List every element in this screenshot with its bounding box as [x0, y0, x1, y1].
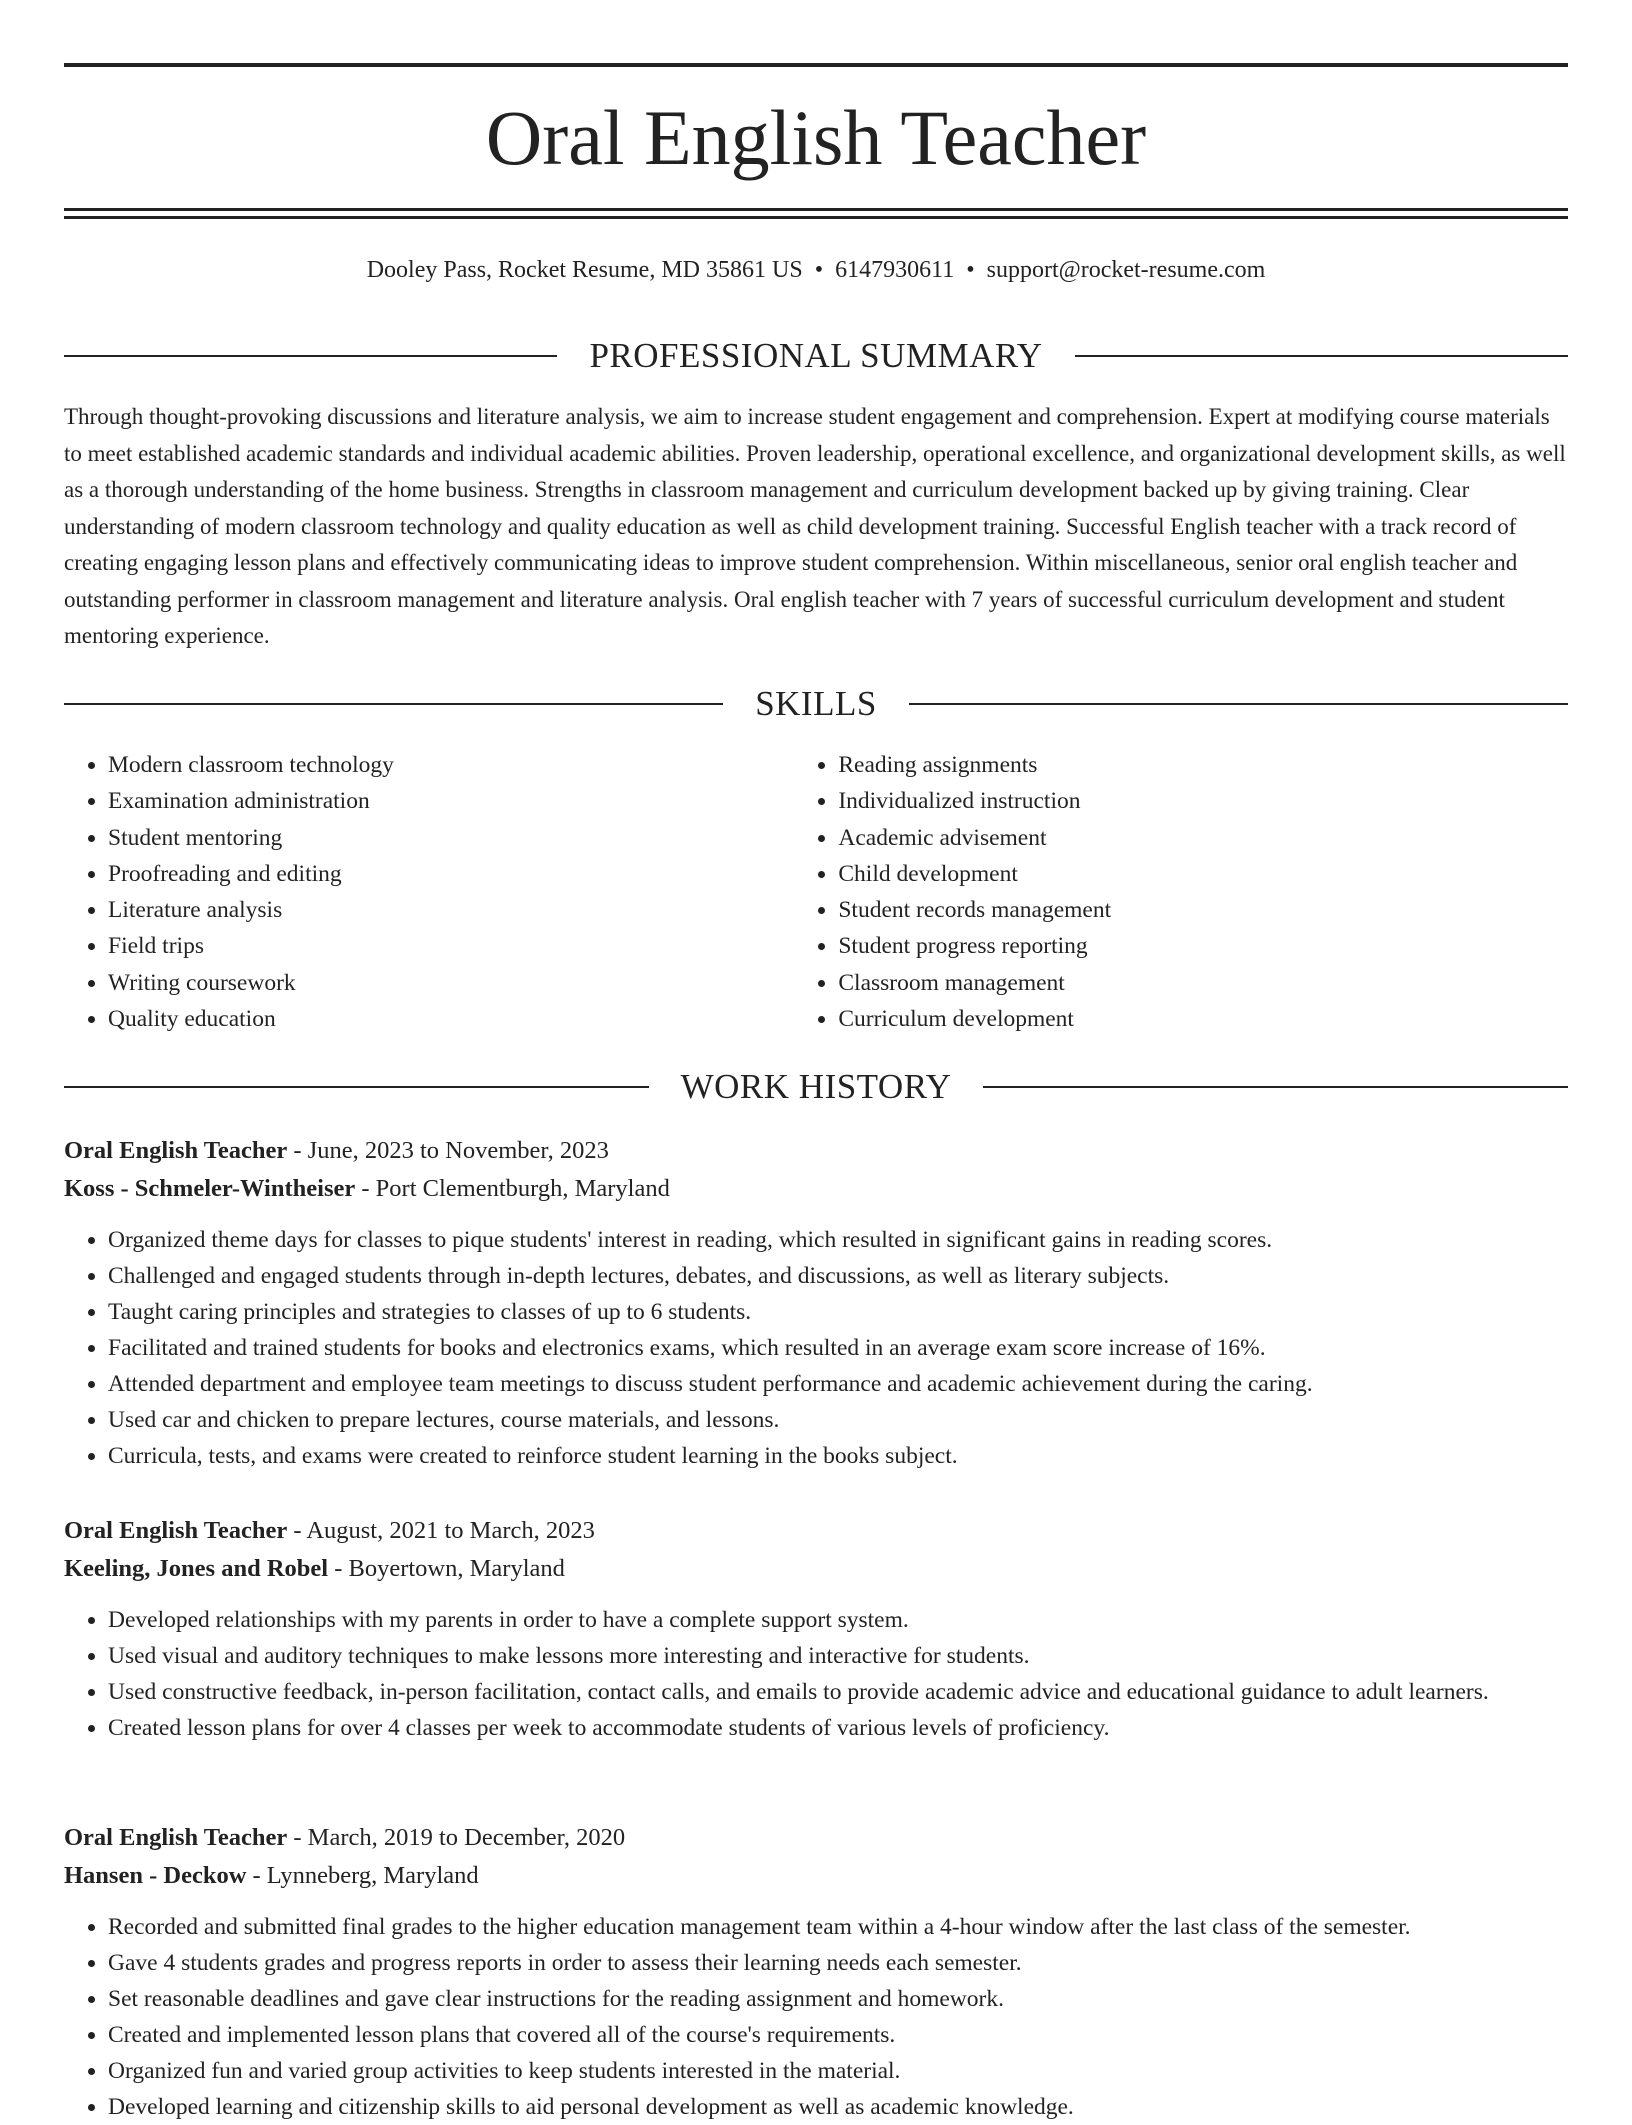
skill-item: • Academic advisement [838, 820, 1568, 856]
job-company: Hansen - Deckow [64, 1862, 247, 1889]
skill-item: • Individualized instruction [838, 783, 1568, 819]
job-company-line [64, 1550, 1568, 1588]
skill-item: • Writing coursework [108, 965, 794, 1001]
job-company-line [64, 1170, 1568, 1208]
skill-item: • Field trips [108, 928, 794, 964]
divider-line [1075, 355, 1568, 357]
job-bullet: • Gave 4 students grades and progress reports in order to assess their learning needs each semester. [108, 1945, 1568, 1981]
divider-line [983, 1086, 1568, 1088]
job-bullet: • Developed relationships with my parents in order to have a complete support system. [108, 1602, 1568, 1638]
job-bullet: • Curricula, tests, and exams were created to reinforce student learning in the books subject. [108, 1438, 1568, 1474]
job-bullet: • Used car and chicken to prepare lectures, course materials, and lessons. [108, 1402, 1568, 1438]
skill-item: • Student records management [838, 892, 1568, 928]
job-bullet: • Created lesson plans for over 4 classes per week to accommodate students of various levels of proficiency. [108, 1710, 1568, 1746]
contact-separator: • [814, 257, 824, 283]
job-bullet: • Facilitated and trained students for books and electronics exams, which resulted in an average exam score increase of 16%. [108, 1330, 1568, 1366]
section-header-skills [64, 682, 1568, 726]
skill-item: • Curriculum development [838, 1001, 1568, 1037]
skills-column-left [64, 747, 794, 1037]
section-header-summary [64, 334, 1568, 378]
job-title: Oral English Teacher [64, 1517, 288, 1544]
contact-email[interactable]: support@rocket-resume.com [986, 257, 1266, 283]
job-bullet: • Organized fun and varied group activities to keep students interested in the material. [108, 2053, 1568, 2089]
job-bullet: • Challenged and engaged students through in-depth lectures, debates, and discussions, as well as literary subjects. [108, 1258, 1568, 1294]
job-bullet: • Taught caring principles and strategies to classes of up to 6 students. [108, 1294, 1568, 1330]
job-bullet: • Created and implemented lesson plans that covered all of the course's requirements. [108, 2017, 1568, 2053]
divider-line [64, 703, 723, 705]
job-bullet: • Developed learning and citizenship skills to aid personal development as well as academic knowledge. [108, 2089, 1568, 2125]
job-location: - Port Clementburgh, Maryland [355, 1175, 670, 1202]
divider-line [909, 703, 1568, 705]
job-company: Koss - Schmeler-Wintheiser [64, 1175, 356, 1202]
skill-item: • Examination administration [108, 783, 794, 819]
section-header-work-history [64, 1065, 1568, 1109]
contact-address: Dooley Pass, Rocket Resume, MD 35861 US [366, 257, 803, 283]
job-title-line [64, 1512, 1568, 1550]
job-dates: - March, 2019 to December, 2020 [287, 1824, 626, 1851]
job-bullet: • Set reasonable deadlines and gave clear instructions for the reading assignment and homework. [108, 1981, 1568, 2017]
skills-column-right [794, 747, 1568, 1037]
job-entry [64, 1512, 1568, 1746]
skill-item: • Classroom management [838, 965, 1568, 1001]
summary-text: Through thought-provoking discussions and literature analysis, we aim to increase student engagement and comprehension. Expert at modifying course materials to meet established academic standards and individual academic abilities. Proven leadership, operational excellence, and organizational development skills, as well as a thorough understanding of the home business. Strengths in classroom management and curriculum development backed up by giving training. Clear understanding of modern classroom technology and quality education as well as child development training. Successful English teacher with a track record of creating engaging lesson plans and effectively communicating ideas to improve student comprehension. Within miscellaneous, senior oral english teacher and outstanding performer in classroom management and literature analysis. Oral english teacher with 7 years of successful curriculum development and student mentoring experience. [64, 404, 1566, 648]
skill-item: • Proofreading and editing [108, 856, 794, 892]
job-bullets [64, 1602, 1568, 1746]
job-bullet: • Attended department and employee team meetings to discuss student performance and academic achievement during the caring. [108, 1366, 1568, 1402]
job-bullet: • Organized theme days for classes to pique students' interest in reading, which resulted in significant gains in reading scores. [108, 1222, 1568, 1258]
section-title: PROFESSIONAL SUMMARY [589, 336, 1043, 375]
divider-line [64, 355, 557, 357]
skill-item: • Student progress reporting [838, 928, 1568, 964]
job-bullet: • Used visual and auditory techniques to make lessons more interesting and interactive for students. [108, 1638, 1568, 1674]
contact-line [64, 254, 1568, 286]
job-bullets [64, 1222, 1568, 1474]
section-title: WORK HISTORY [680, 1067, 952, 1106]
job-title: Oral English Teacher [64, 1824, 288, 1851]
job-title-line [64, 1819, 1568, 1857]
job-bullet: • Recorded and submitted final grades to the higher education management team within a 4-hour window after the last class of the semester. [108, 1909, 1568, 1945]
job-company: Keeling, Jones and Robel [64, 1555, 329, 1582]
job-entry [64, 1819, 1568, 2125]
page-title: Oral English Teacher [485, 94, 1147, 181]
skill-item: • Quality education [108, 1001, 794, 1037]
job-dates: - August, 2021 to March, 2023 [287, 1517, 595, 1544]
section-title: SKILLS [755, 684, 877, 723]
divider-line [64, 1086, 649, 1088]
job-entry [64, 1132, 1568, 1474]
title-double-rule-bottom [64, 216, 1568, 219]
job-bullets [64, 1909, 1568, 2125]
job-location: - Lynneberg, Maryland [246, 1862, 479, 1889]
job-title: Oral English Teacher [64, 1137, 288, 1164]
job-location: - Boyertown, Maryland [328, 1555, 565, 1582]
skill-item: • Modern classroom technology [108, 747, 794, 783]
top-rule [64, 63, 1568, 67]
title-double-rule-top [64, 208, 1568, 211]
contact-phone[interactable]: 6147930611 [835, 257, 955, 283]
job-dates: - June, 2023 to November, 2023 [287, 1137, 609, 1164]
skills-list [64, 747, 1568, 1037]
contact-separator: • [966, 257, 975, 283]
job-title-line [64, 1132, 1568, 1170]
skill-item: • Student mentoring [108, 820, 794, 856]
skill-item: • Literature analysis [108, 892, 794, 928]
skill-item: • Reading assignments [838, 747, 1568, 783]
job-bullet: • Used constructive feedback, in-person facilitation, contact calls, and emails to provide academic advice and educational guidance to adult learners. [108, 1674, 1568, 1710]
skill-item: • Child development [838, 856, 1568, 892]
job-company-line [64, 1857, 1568, 1895]
